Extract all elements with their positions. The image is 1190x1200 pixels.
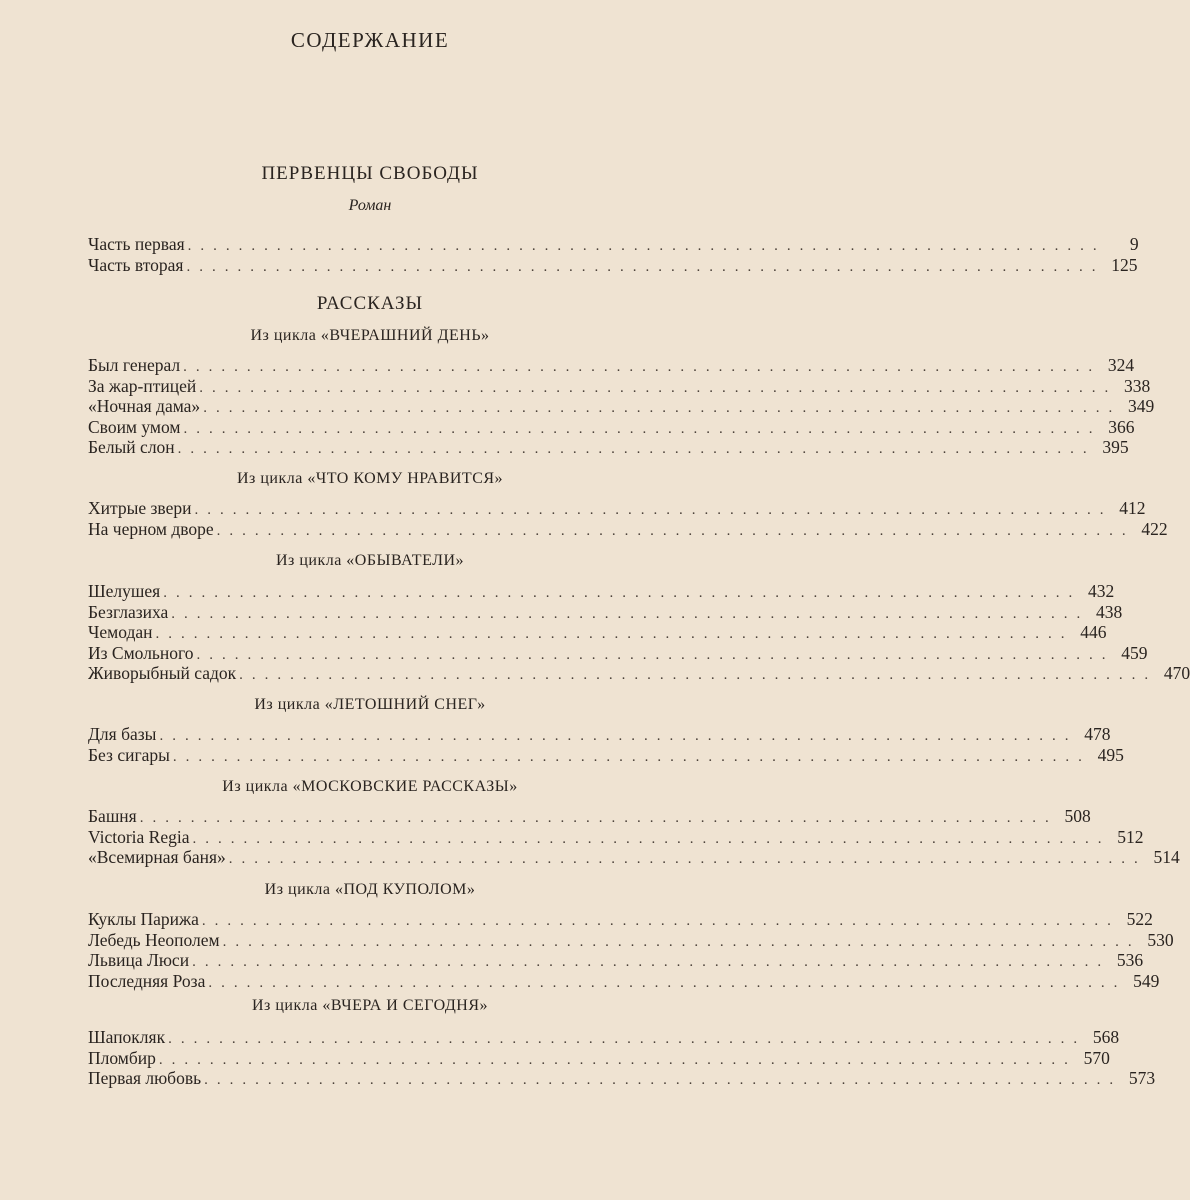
dot-leader: ........................................................................ <box>199 379 1118 396</box>
entry-title: Для базы <box>88 724 157 744</box>
entry-title: Первая любовь <box>88 1068 202 1088</box>
entry-page: 522 <box>1126 909 1153 929</box>
entry-title: Башня <box>88 806 137 826</box>
novel-subtitle: Роман <box>348 197 392 214</box>
cycle-entries <box>88 355 1155 458</box>
dot-leader: ........................................................................ <box>139 810 1058 826</box>
entry-page: 508 <box>1064 806 1091 826</box>
dot-leader: ........................................................................ <box>216 522 1135 539</box>
entry-page: 338 <box>1123 375 1151 396</box>
entry-title: Безглазиха <box>88 601 169 622</box>
dot-leader: ........................................................................ <box>159 728 1078 744</box>
toc-entry <box>88 663 1190 684</box>
entry-page: 549 <box>1133 970 1160 991</box>
entry-page: 512 <box>1117 826 1144 847</box>
toc-entry <box>88 622 1107 643</box>
dot-leader: ........................................................................ <box>158 1051 1077 1068</box>
cycle-title: Из цикла «ПОД КУПОЛОМ» <box>264 881 476 898</box>
toc-entry <box>88 929 1174 951</box>
entry-page: 438 <box>1096 601 1123 622</box>
entry-page: 432 <box>1087 581 1115 601</box>
dot-leader: ........................................................................ <box>222 933 1141 950</box>
entry-page: 530 <box>1147 929 1174 950</box>
stories-title: РАССКАЗЫ <box>316 293 424 314</box>
toc-entry <box>88 642 1148 664</box>
cycle-title: Из цикла «МОСКОВСКИЕ РАССКАЗЫ» <box>222 778 518 795</box>
toc-entry <box>88 724 1111 745</box>
cycle-entries <box>88 498 1168 539</box>
dot-leader: ........................................................................ <box>196 646 1115 663</box>
entry-page: 422 <box>1141 518 1168 539</box>
entry-title: Куклы Парижа <box>88 909 199 929</box>
entry-page: 349 <box>1127 396 1155 416</box>
novel-title: ПЕРВЕНЦЫ СВОБОДЫ <box>261 163 479 184</box>
entry-page: 366 <box>1108 416 1135 437</box>
dot-leader: ........................................................................ <box>168 1031 1087 1047</box>
cycle-title: Из цикла «ОБЫВАТЕЛИ» <box>275 552 465 569</box>
toc-entry <box>88 437 1129 458</box>
entry-title: Живорыбный садок <box>88 663 237 683</box>
cycle-entries <box>88 806 1180 868</box>
toc-entry <box>88 375 1151 397</box>
toc-entry <box>88 909 1153 930</box>
entry-title: Чемодан <box>88 622 153 642</box>
entry-page: 470 <box>1163 663 1190 683</box>
entry-title: Львица Люси <box>88 950 190 970</box>
entry-title: Был генерал <box>88 355 181 375</box>
entry-title: За жар-птицей <box>88 375 197 396</box>
entry-title: Часть вторая <box>88 254 184 275</box>
toc-entry <box>88 826 1144 848</box>
entry-title: Хитрые звери <box>88 498 192 518</box>
entry-page: 459 <box>1121 642 1148 663</box>
cycle-entries <box>88 909 1174 991</box>
toc-entry <box>88 1068 1156 1089</box>
entry-page: 9 <box>1129 234 1139 254</box>
entry-page: 573 <box>1128 1068 1156 1088</box>
dot-leader: ........................................................................ <box>163 585 1082 601</box>
toc-entry <box>88 744 1124 766</box>
cycle-entries <box>88 1027 1156 1089</box>
entry-title: Шапокляк <box>88 1027 166 1047</box>
dot-leader: ........................................................................ <box>239 667 1158 683</box>
entry-page: 324 <box>1107 355 1135 375</box>
dot-leader: ........................................................................ <box>204 1072 1123 1088</box>
toc-entry <box>88 581 1115 602</box>
entry-title: «Всемирная баня» <box>88 847 226 867</box>
entry-page: 568 <box>1092 1027 1120 1047</box>
dot-leader: ........................................................................ <box>208 974 1127 991</box>
entry-page: 395 <box>1102 437 1129 457</box>
dot-leader: ........................................................................ <box>203 400 1122 416</box>
dot-leader: ........................................................................ <box>192 830 1111 847</box>
entry-page: 495 <box>1097 744 1124 765</box>
dot-leader: ........................................................................ <box>194 502 1113 518</box>
dot-leader: ........................................................................ <box>183 359 1102 375</box>
entry-title: Victoria Regia <box>88 826 190 847</box>
toc-entry <box>88 806 1091 827</box>
toc-entry <box>88 847 1180 868</box>
entry-title: Пломбир <box>88 1047 156 1068</box>
cycle-title: Из цикла «ЛЕТОШНИЙ СНЕГ» <box>254 696 486 713</box>
entry-page: 125 <box>1111 254 1138 275</box>
cycle-title: Из цикла «ВЧЕРАШНИЙ ДЕНЬ» <box>250 327 490 344</box>
dot-leader: ........................................................................ <box>172 748 1091 765</box>
toc-entry <box>88 254 1138 276</box>
dot-leader: ........................................................................ <box>155 626 1074 642</box>
entry-page: 478 <box>1084 724 1111 744</box>
toc-entry <box>88 518 1168 540</box>
entry-title: Лебедь Неополем <box>88 929 220 950</box>
toc-entry <box>88 950 1144 971</box>
toc-entry <box>88 601 1123 623</box>
entry-title: Своим умом <box>88 416 181 437</box>
entry-title: «Ночная дама» <box>88 396 201 416</box>
entry-page: 514 <box>1153 847 1180 867</box>
dot-leader: ........................................................................ <box>183 420 1102 437</box>
entry-title: Белый слон <box>88 437 175 457</box>
dot-leader: ........................................................................ <box>201 913 1120 929</box>
toc-entry <box>88 416 1135 438</box>
cycle-entries <box>88 581 1190 684</box>
entry-title: На черном дворе <box>88 518 214 539</box>
dot-leader: ........................................................................ <box>186 258 1105 275</box>
dot-leader: ........................................................................ <box>187 238 1106 254</box>
toc-entry <box>88 1047 1110 1069</box>
dot-leader: ........................................................................ <box>171 605 1090 622</box>
entry-title: Без сигары <box>88 744 170 765</box>
entry-title: Из Смольного <box>88 642 194 663</box>
toc-entry <box>88 234 1139 255</box>
toc-entry <box>88 970 1160 992</box>
toc-entry <box>88 396 1155 417</box>
cycle-entries <box>88 724 1124 765</box>
entry-page: 570 <box>1083 1047 1110 1068</box>
entry-page: 412 <box>1119 498 1146 518</box>
entry-page: 536 <box>1116 950 1144 970</box>
dot-leader: ........................................................................ <box>228 851 1147 867</box>
entry-title: Шелушея <box>88 581 161 601</box>
dot-leader: ........................................................................ <box>177 441 1096 457</box>
toc-entry <box>88 498 1146 519</box>
page-title: СОДЕРЖАНИЕ <box>290 28 450 52</box>
novel-entries <box>88 234 1139 275</box>
entry-page: 446 <box>1080 622 1107 642</box>
toc-entry <box>88 355 1135 376</box>
cycle-title: Из цикла «ВЧЕРА И СЕГОДНЯ» <box>251 997 489 1014</box>
entry-title: Часть первая <box>88 234 185 254</box>
dot-leader: ........................................................................ <box>192 954 1111 970</box>
toc-entry <box>88 1027 1120 1048</box>
cycle-title: Из цикла «ЧТО КОМУ НРАВИТСЯ» <box>236 470 504 487</box>
entry-title: Последняя Роза <box>88 970 206 991</box>
